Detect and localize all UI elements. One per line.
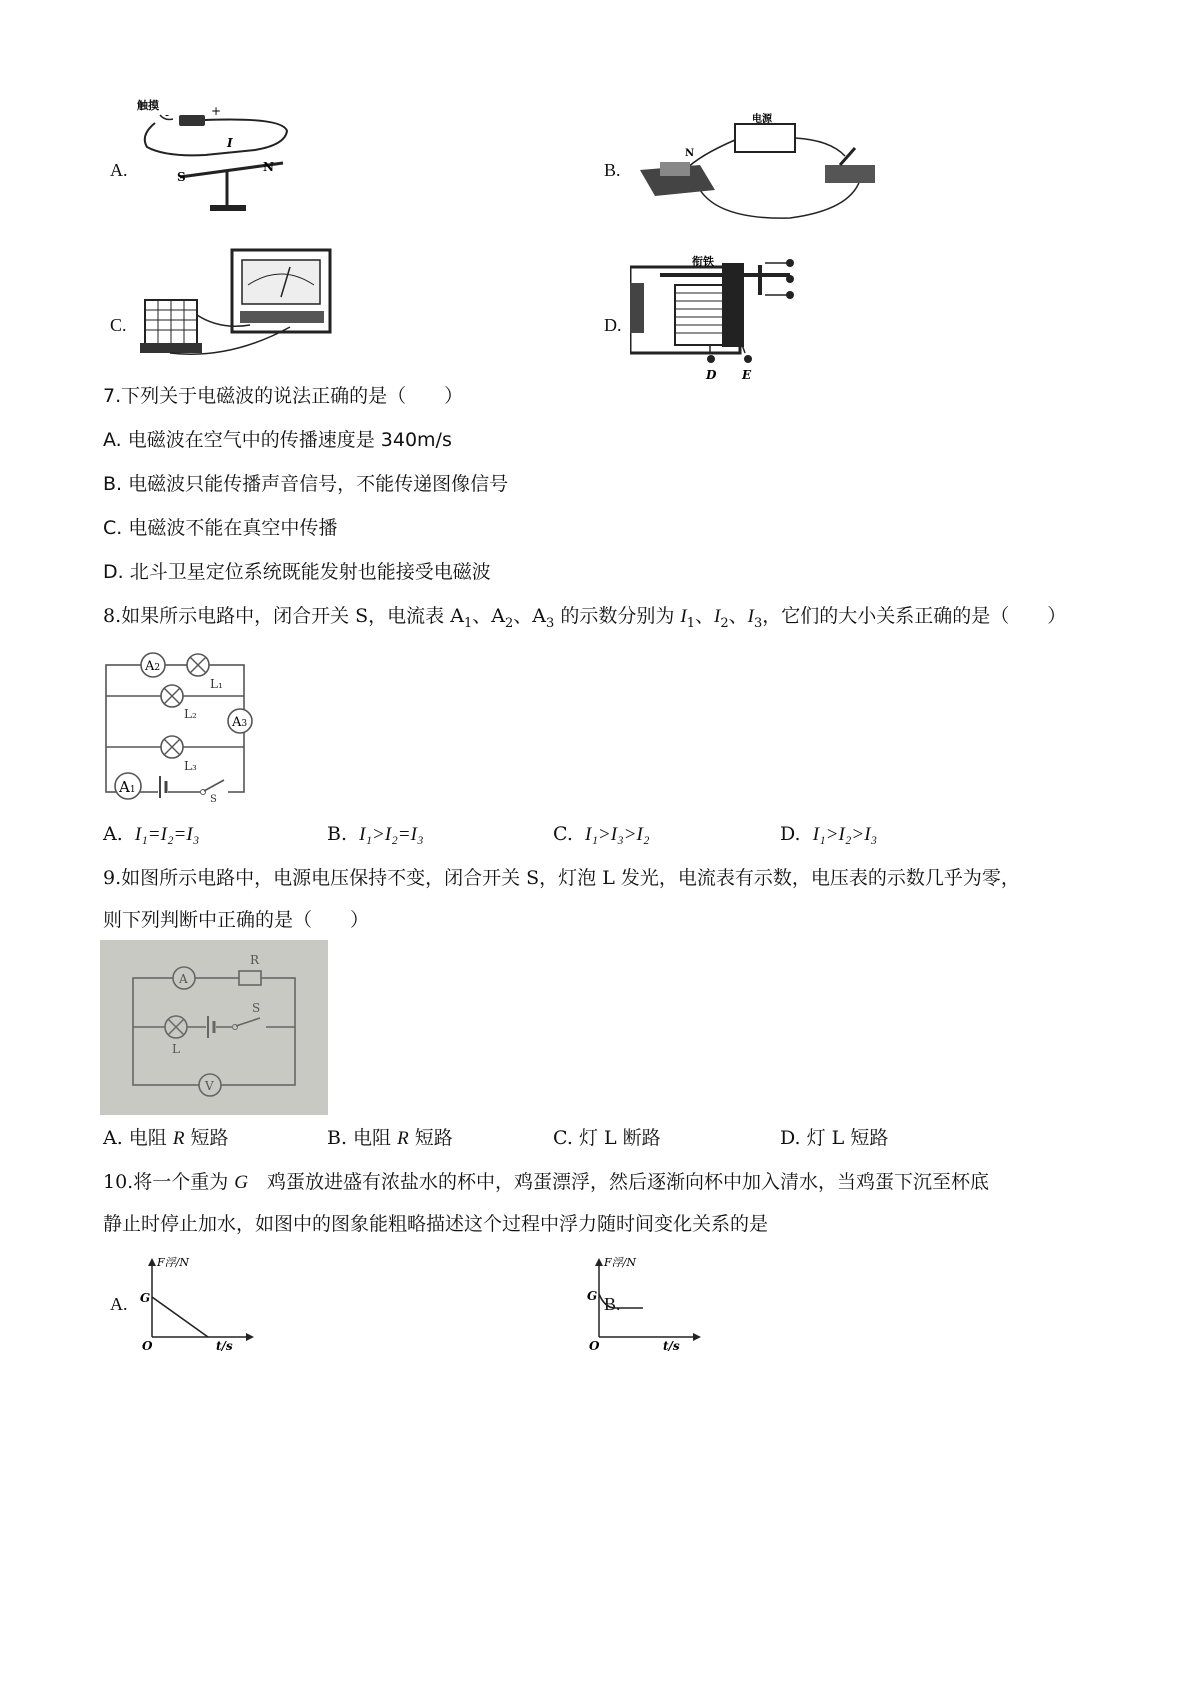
q8-option-c[interactable]: C. I₁>I₃>I₂ <box>553 823 650 845</box>
ammeter-a3-label: A3 <box>232 715 248 730</box>
q6-option-b-label[interactable]: B. <box>604 160 621 180</box>
q9-stem-line1: 9.如图所示电路中，电源电压保持不变，闭合开关 S，灯泡 L 发光，电流表有示数，电压表的示数几乎为零， <box>103 867 1020 889</box>
lamp-l2-label: L₂ <box>184 707 197 721</box>
lamp-l3-label: L₃ <box>184 759 197 773</box>
q6-figure-a <box>135 95 305 225</box>
magnet-n-label: N <box>685 148 695 159</box>
q6-figure-c <box>140 245 340 365</box>
switch-icon <box>232 1018 266 1034</box>
x-axis-label: t/s <box>216 1339 233 1352</box>
q10-stem-line2: 静止时停止加水，如图中的图象能粗略描述这个过程中浮力随时间变化关系的是 <box>103 1213 769 1235</box>
q7-option-d[interactable]: D. 北斗卫星定位系统既能发射也能接受电磁波 <box>103 561 491 583</box>
q10-graph-a <box>138 1252 268 1352</box>
q8-stem: 8.如果所示电路中，闭合开关 S，电流表 $A_1$、$A_2$、$A_3$ 的示数分别为 $I_1$、$I_2$、$I_3$，它们的大小关系正确的是（ ） <box>103 605 1067 631</box>
lamp-icon <box>165 1016 187 1038</box>
switch-s-label: S <box>210 794 217 803</box>
voltmeter-label: V <box>205 1079 214 1093</box>
q10-option-b-label[interactable]: B. <box>604 1294 621 1314</box>
q6-figure-b <box>630 110 890 230</box>
q6-figure-d <box>630 255 860 385</box>
origin-label: O <box>142 1339 153 1352</box>
q9-option-a[interactable]: A. 电阻 R 短路 <box>103 1127 229 1149</box>
q9-circuit-photo <box>100 940 328 1115</box>
minus-sign: - <box>165 108 170 122</box>
q9-stem-line2: 则下列判断中正确的是（ ） <box>103 909 370 931</box>
y-axis-label: F浮/N <box>157 1256 189 1269</box>
resistor-icon <box>239 971 261 985</box>
q8-option-d[interactable]: D. I₁>I₂>I₃ <box>780 823 878 845</box>
armature-label: 衔铁 <box>692 255 714 268</box>
plus-sign: + <box>211 104 222 118</box>
battery-icon <box>158 776 168 798</box>
buoyancy-curve <box>152 1297 208 1337</box>
x-axis-label: t/s <box>663 1339 680 1352</box>
north-label: N <box>263 160 274 174</box>
switch-icon <box>825 165 875 183</box>
q8-circuit-diagram <box>100 648 270 803</box>
lamp-l3-icon <box>161 736 183 758</box>
power-label: 电源 <box>752 114 772 125</box>
spring-icon <box>630 283 644 333</box>
battery-icon <box>179 115 205 126</box>
wire <box>145 119 287 155</box>
resistor-label: R <box>250 953 260 967</box>
origin-label: O <box>589 1339 600 1352</box>
buoyancy-curve <box>599 1294 643 1308</box>
coil-icon <box>140 300 202 353</box>
electromagnet-coil-icon <box>675 285 725 345</box>
ammeter-a2-label: A2 <box>145 659 161 674</box>
lamp-label: L <box>172 1042 180 1056</box>
q9-option-b[interactable]: B. 电阻 R 短路 <box>327 1127 453 1149</box>
q10-option-a-label[interactable]: A. <box>110 1294 128 1314</box>
lamp-l1-label: L₁ <box>210 677 223 691</box>
terminal-e-label: E <box>742 368 752 382</box>
ammeter-a1-label: A1 <box>119 778 136 796</box>
g-label: G <box>140 1291 151 1305</box>
q9-option-d[interactable]: D. 灯 L 短路 <box>780 1127 889 1149</box>
lamp-l2-icon <box>161 685 183 707</box>
south-label: S <box>177 170 186 184</box>
q10-stem-line1: 10.将一个重为 G 鸡蛋放进盛有浓盐水的杯中，鸡蛋漂浮，然后逐渐向杯中加入清水，当鸡蛋下沉至杯底 <box>103 1171 990 1193</box>
q7-option-c[interactable]: C. 电磁波不能在真空中传播 <box>103 517 338 539</box>
q10-graph-b <box>585 1252 715 1352</box>
power-supply-icon <box>735 124 795 152</box>
q8-option-a[interactable]: A. I₁=I₂=I₃ <box>103 823 200 845</box>
ammeter-label: A <box>179 972 188 986</box>
terminal-d-label: D <box>706 368 717 382</box>
q7-stem: 7.下列关于电磁波的说法正确的是（ ） <box>103 385 464 407</box>
q7-option-a[interactable]: A. 电磁波在空气中的传播速度是 340m/s <box>103 429 452 451</box>
g-label: G <box>587 1289 598 1303</box>
q6-option-c-label[interactable]: C. <box>110 315 127 335</box>
lamp-l1-icon <box>187 654 209 676</box>
q6-option-d-label[interactable]: D. <box>604 315 622 335</box>
current-label: I <box>227 136 233 150</box>
q7-option-b[interactable]: B. 电磁波只能传播声音信号，不能传递图像信号 <box>103 473 509 495</box>
q9-option-c[interactable]: C. 灯 L 断路 <box>553 1127 661 1149</box>
y-axis-label: F浮/N <box>604 1256 636 1269</box>
switch-label: S <box>252 1001 261 1015</box>
q8-option-b[interactable]: B. I₁>I₂=I₃ <box>327 823 424 845</box>
touch-label: 触摸 <box>137 99 159 112</box>
q6-option-a-label[interactable]: A. <box>110 160 128 180</box>
